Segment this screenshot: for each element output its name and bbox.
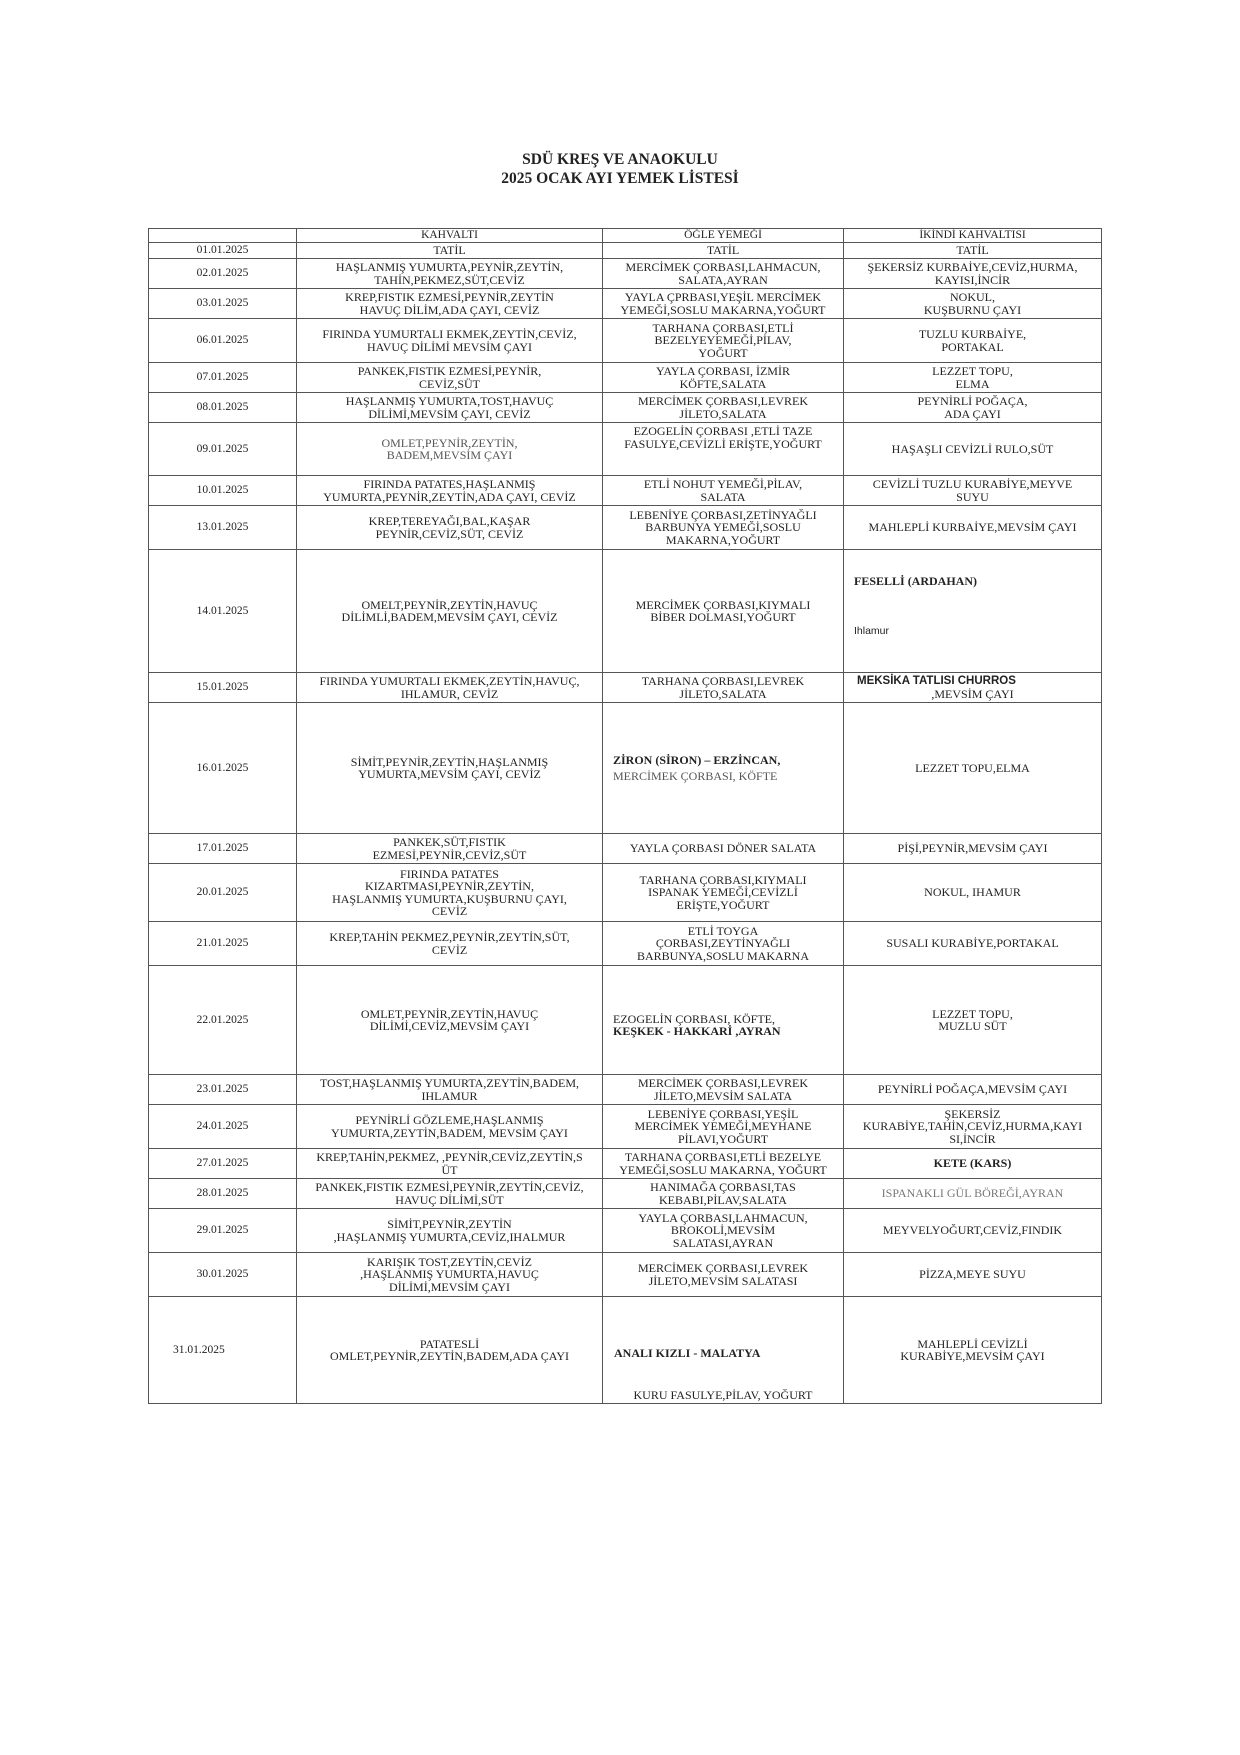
row-date: 24.01.2025: [149, 1105, 297, 1149]
table-row: [149, 259, 1102, 289]
snack-drink-note: ,MEVSİM ÇAYI: [931, 686, 1014, 701]
lunch-cell: [603, 1297, 844, 1404]
breakfast-cell: TATİL: [297, 243, 603, 259]
snack-cell: LEZZET TOPU,ELMA: [844, 703, 1102, 834]
table-row: [149, 864, 1102, 922]
lunch-cell: EZOGELİN ÇORBASI ,ETLİ TAZE FASULYE,CEVİZLİ ERİŞTE,YOĞURT: [603, 423, 844, 476]
lunch-regional-dish: ZİRON (SİRON) – ERZİNCAN,: [613, 753, 781, 767]
lunch-cell: TATİL: [603, 243, 844, 259]
table-row: [149, 1149, 1102, 1179]
snack-cell: PİŞİ,PEYNİR,MEVSİM ÇAYI: [844, 834, 1102, 864]
table-row: [149, 1179, 1102, 1209]
header-breakfast: KAHVALTI: [297, 229, 603, 243]
snack-cell: PEYNİRLİ POĞAÇA, ADA ÇAYI: [844, 393, 1102, 423]
row-date: 22.01.2025: [149, 966, 297, 1075]
lunch-cell: MERCİMEK ÇORBASI,LEVREK JİLETO,MEVSİM SALATASI: [603, 1253, 844, 1297]
breakfast-cell: PANKEK,FISTIK EZMESİ,PEYNİR,ZEYTİN,CEVİZ, HAVUÇ DİLİMİ,SÜT: [297, 1179, 603, 1209]
row-date: 15.01.2025: [149, 673, 297, 703]
lunch-cell: TARHANA ÇORBASI,KIYMALI ISPANAK YEMEĞİ,CEVİZLİ ERİŞTE,YOĞURT: [603, 864, 844, 922]
table-row: [149, 363, 1102, 393]
school-name: SDÜ KREŞ VE ANAOKULU: [522, 151, 718, 168]
row-date: 28.01.2025: [149, 1179, 297, 1209]
breakfast-cell: KREP,FISTIK EZMESİ,PEYNİR,ZEYTİN HAVUÇ DİLİM,ADA ÇAYI, CEVİZ: [297, 289, 603, 319]
breakfast-cell: PATATESLİ OMLET,PEYNİR,ZEYTİN,BADEM,ADA ÇAYI: [297, 1297, 603, 1404]
lunch-cell: YAYLA ÇORBASI, İZMİR KÖFTE,SALATA: [603, 363, 844, 393]
snack-cell: NOKUL, KUŞBURNU ÇAYI: [844, 289, 1102, 319]
row-date: 14.01.2025: [149, 550, 297, 673]
breakfast-cell: OMELT,PEYNİR,ZEYTİN,HAVUÇ DİLİMLİ,BADEM,MEVSİM ÇAYI, CEVİZ: [297, 550, 603, 673]
row-date: 31.01.2025: [149, 1297, 297, 1404]
snack-cell: CEVİZLİ TUZLU KURABİYE,MEYVE SUYU: [844, 476, 1102, 506]
table-row: [149, 703, 1102, 834]
snack-cell: ŞEKERSİZ KURBAİYE,CEVİZ,HURMA, KAYISI,İNCİR: [844, 259, 1102, 289]
menu-title: 2025 OCAK AYI YEMEK LİSTESİ: [501, 170, 739, 187]
lunch-note: MERCİMEK ÇORBASI, KÖFTE: [613, 768, 778, 783]
lunch-cell: YAYLA ÇPRBASI,YEŞİL MERCİMEK YEMEĞİ,SOSLU MAKARNA,YOĞURT: [603, 289, 844, 319]
row-date: 01.01.2025: [149, 243, 297, 259]
row-date: 20.01.2025: [149, 864, 297, 922]
breakfast-cell: TOST,HAŞLANMIŞ YUMURTA,ZEYTİN,BADEM, IHLAMUR: [297, 1075, 603, 1105]
snack-cell: HAŞAŞLI CEVİZLİ RULO,SÜT: [844, 423, 1102, 476]
snack-cell: MAHLEPLİ KURBAİYE,MEVSİM ÇAYI: [844, 506, 1102, 550]
row-date: 10.01.2025: [149, 476, 297, 506]
header-snack: İKİNDİ KAHVALTISI: [844, 229, 1102, 243]
table-row: [149, 1253, 1102, 1297]
lunch-cell: MERCİMEK ÇORBASI,LEVREK JİLETO,SALATA: [603, 393, 844, 423]
snack-cell: TATİL: [844, 243, 1102, 259]
table-row: [149, 1075, 1102, 1105]
breakfast-cell: HAŞLANMIŞ YUMURTA,PEYNİR,ZEYTİN, TAHİN,PEKMEZ,SÜT,CEVİZ: [297, 259, 603, 289]
breakfast-cell: HAŞLANMIŞ YUMURTA,TOST,HAVUÇ DİLİMİ,MEVSİM ÇAYI, CEVİZ: [297, 393, 603, 423]
lunch-cell: TARHANA ÇORBASI,ETLİ BEZELYE YEMEĞİ,SOSLU MAKARNA, YOĞURT: [603, 1149, 844, 1179]
page-title: [0, 150, 1240, 188]
snack-cell: PEYNİRLİ POĞAÇA,MEVSİM ÇAYI: [844, 1075, 1102, 1105]
lunch-regional-dish: KEŞKEK - HAKKARİ ,AYRAN: [613, 1024, 781, 1038]
breakfast-cell: PEYNİRLİ GÖZLEME,HAŞLANMIŞ YUMURTA,ZEYTİN,BADEM, MEVSİM ÇAYI: [297, 1105, 603, 1149]
row-date: 23.01.2025: [149, 1075, 297, 1105]
table-row: [149, 423, 1102, 476]
row-date: 21.01.2025: [149, 922, 297, 966]
snack-regional-dish: FESELLİ (ARDAHAN): [854, 573, 978, 588]
breakfast-cell: KREP,TEREYAĞI,BAL,KAŞAR PEYNİR,CEVİZ,SÜT, CEVİZ: [297, 506, 603, 550]
table-row: [149, 1209, 1102, 1253]
lunch-cell: ETLİ NOHUT YEMEĞİ,PİLAV, SALATA: [603, 476, 844, 506]
breakfast-cell: OMLET,PEYNİR,ZEYTİN, BADEM,MEVSİM ÇAYI: [297, 423, 603, 476]
snack-cell: SUSALI KURABİYE,PORTAKAL: [844, 922, 1102, 966]
breakfast-cell: PANKEK,FISTIK EZMESİ,PEYNİR, CEVİZ,SÜT: [297, 363, 603, 393]
lunch-cell: [603, 966, 844, 1075]
table-row: [149, 476, 1102, 506]
row-date: 06.01.2025: [149, 319, 297, 363]
snack-cell: LEZZET TOPU, ELMA: [844, 363, 1102, 393]
snack-cell: MEYVELYOĞURT,CEVİZ,FINDIK: [844, 1209, 1102, 1253]
lunch-note: KURU FASULYE,PİLAV, YOĞURT: [633, 1388, 813, 1402]
row-date: 16.01.2025: [149, 703, 297, 834]
row-date: 30.01.2025: [149, 1253, 297, 1297]
row-date: 13.01.2025: [149, 506, 297, 550]
breakfast-cell: PANKEK,SÜT,FISTIK EZMESİ,PEYNİR,CEVİZ,SÜT: [297, 834, 603, 864]
table-row: [149, 1297, 1102, 1404]
menu-table: [148, 228, 1102, 1404]
table-row: [149, 393, 1102, 423]
table-row: [149, 834, 1102, 864]
table-row: [149, 550, 1102, 673]
breakfast-cell: FIRINDA YUMURTALI EKMEK,ZEYTİN,HAVUÇ, IHLAMUR, CEVİZ: [297, 673, 603, 703]
table-row: [149, 673, 1102, 703]
breakfast-cell: KARIŞIK TOST,ZEYTİN,CEVİZ ,HAŞLANMIŞ YUMURTA,HAVUÇ DİLİMİ,MEVSİM ÇAYI: [297, 1253, 603, 1297]
row-date: 27.01.2025: [149, 1149, 297, 1179]
row-date: 29.01.2025: [149, 1209, 297, 1253]
snack-cell: [844, 550, 1102, 673]
table-row: [149, 289, 1102, 319]
row-date: 03.01.2025: [149, 289, 297, 319]
table-row: [149, 966, 1102, 1075]
row-date: 07.01.2025: [149, 363, 297, 393]
row-date: 09.01.2025: [149, 423, 297, 476]
table-header-row: [149, 229, 1102, 243]
snack-cell: NOKUL, IHAMUR: [844, 864, 1102, 922]
snack-cell: KETE (KARS): [844, 1149, 1102, 1179]
breakfast-cell: SİMİT,PEYNİR,ZEYTİN,HAŞLANMIŞ YUMURTA,MEVSİM ÇAYI, CEVİZ: [297, 703, 603, 834]
snack-cell: [844, 673, 1102, 703]
lunch-cell: YAYLA ÇORBASI,LAHMACUN, BROKOLİ,MEVSİM SALATASI,AYRAN: [603, 1209, 844, 1253]
table-row: [149, 1105, 1102, 1149]
snack-cell: ŞEKERSİZ KURABİYE,TAHİN,CEVİZ,HURMA,KAYI SI,İNCİR: [844, 1105, 1102, 1149]
snack-dessert: MEKSİKA TATLISI CHURROS: [857, 675, 1016, 687]
snack-cell: ISPANAKLI GÜL BÖREĞİ,AYRAN: [844, 1179, 1102, 1209]
breakfast-cell: OMLET,PEYNİR,ZEYTİN,HAVUÇ DİLİMİ,CEVİZ,MEVSİM ÇAYI: [297, 966, 603, 1075]
breakfast-cell: SİMİT,PEYNİR,ZEYTİN ,HAŞLANMIŞ YUMURTA,CEVİZ,IHALMUR: [297, 1209, 603, 1253]
table-row: [149, 243, 1102, 259]
lunch-cell: MERCİMEK ÇORBASI,KIYMALI BİBER DOLMASI,YOĞURT: [603, 550, 844, 673]
header-date: [149, 229, 297, 243]
lunch-regional-dish: ANALI KIZLI - MALATYA: [614, 1345, 761, 1360]
row-date: 02.01.2025: [149, 259, 297, 289]
snack-cell: PİZZA,MEYE SUYU: [844, 1253, 1102, 1297]
breakfast-cell: KREP,TAHİN PEKMEZ,PEYNİR,ZEYTİN,SÜT, CEVİZ: [297, 922, 603, 966]
lunch-cell: MERCİMEK ÇORBASI,LAHMACUN, SALATA,AYRAN: [603, 259, 844, 289]
lunch-cell: TARHANA ÇORBASI,ETLİ BEZELYEYEMEĞİ,PİLAV, YOĞURT: [603, 319, 844, 363]
row-date: 17.01.2025: [149, 834, 297, 864]
snack-cell: TUZLU KURBAİYE, PORTAKAL: [844, 319, 1102, 363]
lunch-cell: LEBENİYE ÇORBASI,ZETİNYAĞLI BARBUNYA YEMEĞİ,SOSLU MAKARNA,YOĞURT: [603, 506, 844, 550]
table-row: [149, 319, 1102, 363]
header-lunch: ÖĞLE YEMEĞİ: [603, 229, 844, 243]
lunch-cell: TARHANA ÇORBASI,LEVREK JİLETO,SALATA: [603, 673, 844, 703]
lunch-cell: LEBENİYE ÇORBASI,YEŞİL MERCİMEK YEMEĞİ,MEYHANE PİLAVI,YOĞURT: [603, 1105, 844, 1149]
snack-cell: LEZZET TOPU, MUZLU SÜT: [844, 966, 1102, 1075]
lunch-cell: HANIMAĞA ÇORBASI,TAS KEBABI,PİLAV,SALATA: [603, 1179, 844, 1209]
row-date: 08.01.2025: [149, 393, 297, 423]
lunch-cell: MERCİMEK ÇORBASI,LEVREK JİLETO,MEVSİM SALATA: [603, 1075, 844, 1105]
lunch-soup: EZOGELİN ÇORBASI, KÖFTE,: [613, 1011, 775, 1026]
lunch-cell: ETLİ TOYGA ÇORBASI,ZEYTİNYAĞLI BARBUNYA,SOSLU MAKARNA: [603, 922, 844, 966]
table-row: [149, 922, 1102, 966]
snack-drink-note: Ihlamur: [854, 625, 890, 637]
breakfast-cell: FIRINDA PATATES,HAŞLANMIŞ YUMURTA,PEYNİR,ZEYTİN,ADA ÇAYI, CEVİZ: [297, 476, 603, 506]
table-row: [149, 506, 1102, 550]
lunch-cell: [603, 703, 844, 834]
breakfast-cell: FIRINDA PATATES KIZARTMASI,PEYNİR,ZEYTİN, HAŞLANMIŞ YUMURTA,KUŞBURNU ÇAYI, CEVİZ: [297, 864, 603, 922]
breakfast-cell: KREP,TAHİN,PEKMEZ, ,PEYNİR,CEVİZ,ZEYTİN,S ÜT: [297, 1149, 603, 1179]
snack-cell: MAHLEPLİ CEVİZLİ KURABİYE,MEVSİM ÇAYI: [844, 1297, 1102, 1404]
lunch-cell: YAYLA ÇORBASI DÖNER SALATA: [603, 834, 844, 864]
breakfast-cell: FIRINDA YUMURTALI EKMEK,ZEYTİN,CEVİZ, HAVUÇ DİLİMİ MEVSİM ÇAYI: [297, 319, 603, 363]
